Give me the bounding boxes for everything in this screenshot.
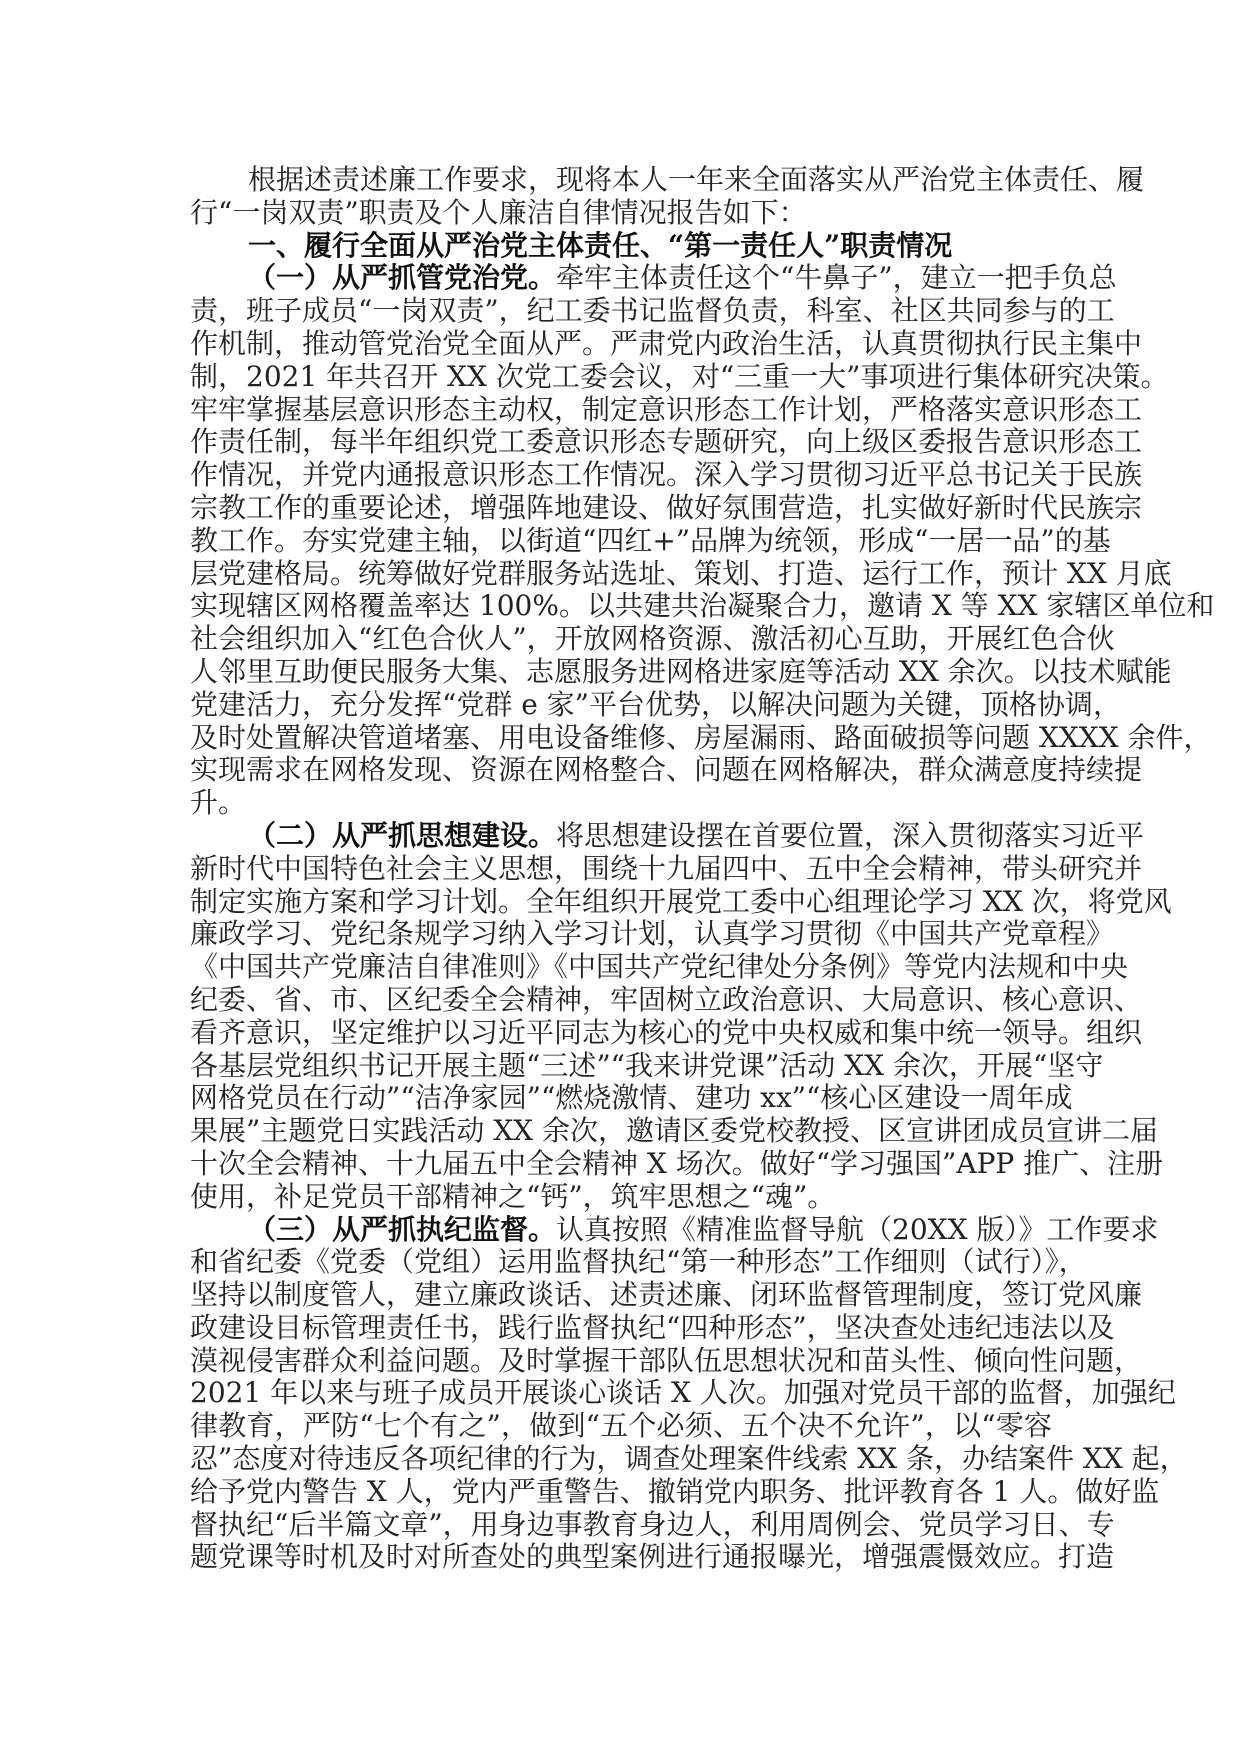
text-line [190,1310,1115,1345]
text-line [190,982,1143,1017]
line-text: 层党建格局。统筹做好党群服务站选址、策划、打造、运行工作，预计 XX 月底 [190,556,1172,590]
line-text: 律教育，严防“七个有之”，做到“五个必须、五个决不允许”，以“零容 [190,1409,1052,1443]
line-text: 牢牢掌握基层意识形态主动权，制定意识形态工作计划，严格落实意识形态工 [190,392,1143,426]
line-text: 升。 [190,786,247,820]
text-line [190,1343,1143,1378]
text-line [190,1245,1087,1279]
line-text: 根据述责述廉工作要求，现将本人一年来全面落实从严治党主体责任、履 [248,163,1145,196]
line-text: 十次全会精神、十九届五中全会精神 X 场次。做好“学习强国”APP 推广、注册 [190,1146,1164,1180]
paragraph-lead-title: （一）从严抓管党治党。 [248,261,557,295]
text-line [190,1540,1115,1574]
text-line [190,818,1145,853]
line-text: 宗教工作的重要论述，增强阵地建设、做好氛围营造，扎实做好新时代民族宗 [190,490,1143,524]
text-line [190,753,1143,787]
text-line [190,425,1143,459]
line-text: 教工作。夯实党建主轴，以街道“四红+”品牌为统领，形成“一居一品”的基 [190,523,1111,557]
text-line [190,1376,1176,1410]
line-text: 及时处置解决管道堵塞、用电设备维修、房屋漏雨、路面破损等问题 XXXX 余件， [190,720,1212,754]
line-text: 坚持以制度管人，建立廉政谈话、述责述廉、闭环监督管理制度，签订党风廉 [190,1278,1143,1312]
line-text: 看齐意识，坚定维护以习近平同志为核心的党中央权威和集中统一领导。组织 [190,1015,1143,1049]
text-line [190,523,1111,558]
text-line [190,1015,1143,1050]
text-line [190,556,1172,591]
text-line [190,787,1052,820]
text-line [190,163,1145,197]
text-line [190,1507,1115,1542]
line-text: 给予党内警告 X 人，党内严重警告、撤销党内职务、批评教育各 1 人。做好监 [190,1474,1160,1508]
paragraph [190,818,1172,1214]
text-line [190,458,1143,492]
text-line [190,851,1143,886]
line-text: 社会组织加入“红色合伙人”，开放网格资源、激活初心互助，开展红色合伙 [190,622,1115,656]
line-text: 各基层党组织书记开展主题“三述”“我来讲党课”活动 XX 余次，开展“坚守 [190,1048,1104,1082]
text-line [190,326,1143,361]
line-text: 忍”态度对待违反各项纪律的行为，调查处理案件线索 XX 条，办结案件 XX 起， [190,1442,1188,1476]
text-line [190,1474,1160,1509]
line-text: 题党课等时机及时对所查处的典型案例进行通报曝光，增强震慑效应。打造 [190,1540,1115,1574]
line-text: 和省纪委《党委（党组）运用监督执纪“第一种形态”工作细则（试行）》， [190,1245,1087,1279]
line-text: 责，班子成员“一岗双责”，纪工委书记监督负责，科室、社区共同参与的工 [190,294,1115,328]
line-text: 纪委、省、市、区纪委全会精神，牢固树立政治意识、大局意识、核心意识、 [190,982,1143,1016]
text-line [190,1442,1188,1476]
line-text: 2021 年以来与班子成员开展谈心谈话 X 人次。加强对党员干部的监督，加强纪 [190,1376,1176,1410]
section-heading [190,230,1052,263]
line-text: 人邻里互助便民服务大集、志愿服务进网格进家庭等活动 XX 余次。以技术赋能 [190,654,1172,688]
text-line [190,359,1169,394]
paragraph [190,261,1215,820]
text-line [190,1146,1164,1181]
paragraph [190,163,1145,230]
line-text: 漠视侵害群众利益问题。及时掌握干部队伍思想状况和苗头性、倾向性问题， [190,1343,1143,1377]
text-line [190,1081,1073,1115]
line-text: 廉政学习、党纪条规学习纳入学习计划，认真学习贯彻《中国共产党章程》 [190,917,1115,951]
text-line [190,490,1143,525]
line-text: 政建设目标管理责任书，践行监督执纪“四种形态”，坚决查处违纪违法以及 [190,1310,1115,1344]
line-text: 制定实施方案和学习计划。全年组织开展党工委中心组理论学习 XX 次，将党风 [190,884,1172,918]
text-line [190,1048,1104,1083]
line-text: 牵牢主体责任这个“牛鼻子”，建立一把手负总 [556,261,1117,295]
line-text: 党建活力，充分发挥“党群 e 家”平台优势，以解决问题为关键，顶格协调， [190,687,1122,721]
text-line [190,261,1117,295]
line-text: 制，2021 年共召开 XX 次党工委会议，对“三重一大”事项进行集体研究决策。 [190,359,1169,393]
text-line [190,294,1115,328]
text-line [190,884,1172,919]
line-text: 使用，补足党员干部精神之“钙”，筑牢思想之“魂”。 [190,1179,836,1213]
line-text: 网格党员在行动”“洁净家园”“燃烧激情、建功 xx”“核心区建设一周年成 [190,1081,1073,1115]
text-line [190,392,1143,427]
text-line [190,1278,1143,1312]
text-line [190,622,1115,656]
text-line [190,1410,1052,1443]
text-line [190,230,1052,263]
line-text: 督执纪“后半篇文章”，用身边事教育身边人，利用周例会、党员学习日、专 [190,1507,1115,1541]
text-line [190,720,1212,755]
text-line [190,1181,1052,1214]
text-line [190,917,1115,951]
text-line [190,687,1122,722]
paragraph-lead-title: （三）从严抓执纪监督。 [248,1212,557,1246]
line-text: 《中国共产党廉洁自律准则》《中国共产党纪律处分条例》等党内法规和中央 [190,950,1129,984]
text-line [190,654,1172,689]
text-line [190,589,1215,623]
document-body [190,163,1215,1574]
line-text: 作机制，推动管党治党全面从严。严肃党内政治生活，认真贯彻执行民主集中 [190,326,1143,360]
line-text: 实现辖区网格覆盖率达 100%。以共建共治凝聚合力，邀请 X 等 XX 家辖区单位和 [190,589,1215,623]
line-text: 新时代中国特色社会主义思想，围绕十九届四中、五中全会精神，带头研究并 [190,851,1143,885]
line-text: 认真按照《精准监督导航（20XX 版）》工作要求 [556,1212,1159,1246]
paragraph [190,1212,1188,1575]
text-line [190,1212,1159,1247]
text-line [190,197,1052,230]
paragraph-lead-title: （二）从严抓思想建设。 [248,818,557,852]
line-text: 一、履行全面从严治党主体责任、“第一责任人”职责情况 [248,228,953,262]
text-line [190,950,1129,984]
line-text: 实现需求在网格发现、资源在网格整合、问题在网格解决，群众满意度持续提 [190,753,1143,787]
text-line [190,1114,1158,1148]
line-text: 果展”主题党日实践活动 XX 余次，邀请区委党校教授、区宣讲团成员宣讲二届 [190,1114,1158,1148]
line-text: 作情况，并党内通报意识形态工作情况。深入学习贯彻习近平总书记关于民族 [190,458,1143,492]
line-text: 作责任制，每半年组织党工委意识形态专题研究，向上级区委报告意识形态工 [190,425,1143,459]
line-text: 行“一岗双责”职责及个人廉洁自律情况报告如下： [190,195,807,229]
line-text: 将思想建设摆在首要位置，深入贯彻落实习近平 [556,818,1145,852]
